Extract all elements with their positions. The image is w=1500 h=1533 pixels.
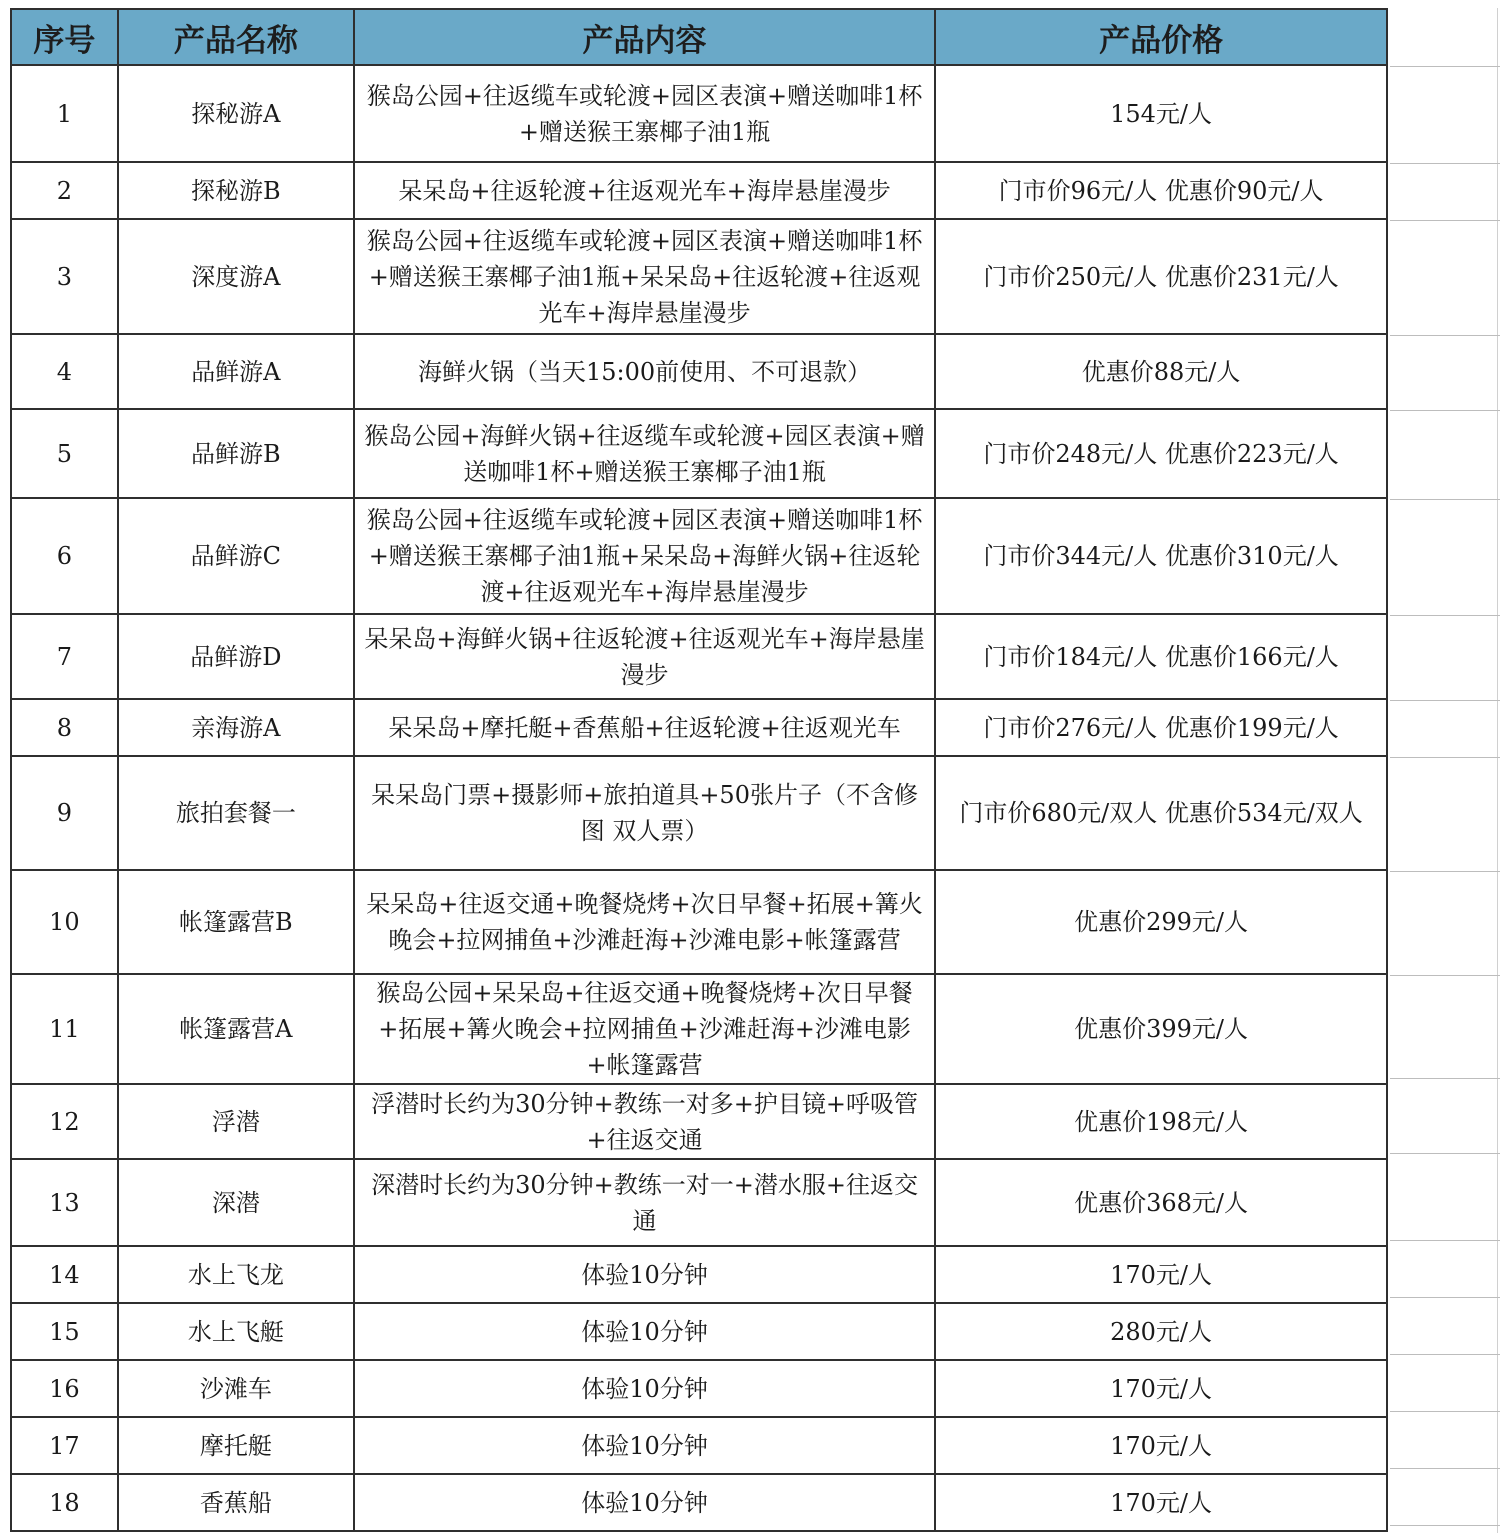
cell-name[interactable]: 探秘游B	[118, 162, 354, 219]
grid-line	[1390, 163, 1500, 164]
cell-name[interactable]: 帐篷露营B	[118, 870, 354, 974]
cell-price[interactable]: 170元/人	[935, 1417, 1387, 1474]
cell-price[interactable]: 门市价276元/人 优惠价199元/人	[935, 699, 1387, 756]
cell-content[interactable]: 呆呆岛+往返轮渡+往返观光车+海岸悬崖漫步	[354, 162, 935, 219]
cell-price[interactable]: 优惠价88元/人	[935, 334, 1387, 409]
cell-no[interactable]: 13	[11, 1159, 118, 1246]
cell-content[interactable]: 体验10分钟	[354, 1360, 935, 1417]
table-row	[11, 219, 1387, 334]
table-row	[11, 1159, 1387, 1246]
table-row	[11, 162, 1387, 219]
cell-price[interactable]: 门市价344元/人 优惠价310元/人	[935, 498, 1387, 614]
cell-price[interactable]: 优惠价399元/人	[935, 974, 1387, 1084]
cell-name[interactable]: 探秘游A	[118, 65, 354, 162]
grid-line	[1390, 335, 1500, 336]
cell-no[interactable]: 18	[11, 1474, 118, 1531]
cell-name[interactable]: 品鲜游A	[118, 334, 354, 409]
table-row	[11, 614, 1387, 699]
cell-content[interactable]: 猴岛公园+往返缆车或轮渡+园区表演+赠送咖啡1杯+赠送猴王寨椰子油1瓶+呆呆岛+往返轮渡+往返观光车+海岸悬崖漫步	[354, 219, 935, 334]
table-row	[11, 699, 1387, 756]
grid-line	[1390, 1411, 1500, 1412]
grid-line	[1390, 1240, 1500, 1241]
table-row	[11, 65, 1387, 162]
product-table	[10, 8, 1388, 1532]
table-row	[11, 498, 1387, 614]
grid-line	[1390, 1468, 1500, 1469]
cell-price[interactable]: 优惠价198元/人	[935, 1084, 1387, 1159]
grid-line	[1390, 410, 1500, 411]
cell-content[interactable]: 体验10分钟	[354, 1417, 935, 1474]
cell-price[interactable]: 门市价96元/人 优惠价90元/人	[935, 162, 1387, 219]
grid-line	[1390, 975, 1500, 976]
cell-no[interactable]: 16	[11, 1360, 118, 1417]
cell-price[interactable]: 170元/人	[935, 1246, 1387, 1303]
table-row	[11, 974, 1387, 1084]
cell-no[interactable]: 11	[11, 974, 118, 1084]
table-row	[11, 1246, 1387, 1303]
header-content[interactable]: 产品内容	[354, 9, 935, 65]
cell-content[interactable]: 体验10分钟	[354, 1246, 935, 1303]
grid-line	[1390, 1078, 1500, 1079]
table-row	[11, 1084, 1387, 1159]
grid-line	[1390, 220, 1500, 221]
grid-line	[1390, 499, 1500, 500]
grid-line	[1390, 66, 1500, 67]
cell-name[interactable]: 品鲜游B	[118, 409, 354, 498]
grid-line	[1390, 1153, 1500, 1154]
grid-line	[1390, 757, 1500, 758]
table-row	[11, 870, 1387, 974]
cell-price[interactable]: 170元/人	[935, 1360, 1387, 1417]
cell-name[interactable]: 水上飞艇	[118, 1303, 354, 1360]
cell-content[interactable]: 猴岛公园+海鲜火锅+往返缆车或轮渡+园区表演+赠送咖啡1杯+赠送猴王寨椰子油1瓶	[354, 409, 935, 498]
cell-price[interactable]: 门市价248元/人 优惠价223元/人	[935, 409, 1387, 498]
grid-line	[1390, 871, 1500, 872]
table-row	[11, 1474, 1387, 1531]
cell-no[interactable]: 12	[11, 1084, 118, 1159]
cell-content[interactable]: 深潜时长约为30分钟+教练一对一+潜水服+往返交通	[354, 1159, 935, 1246]
cell-name[interactable]: 深潜	[118, 1159, 354, 1246]
cell-name[interactable]: 摩托艇	[118, 1417, 354, 1474]
cell-content[interactable]: 呆呆岛门票+摄影师+旅拍道具+50张片子（不含修图 双人票）	[354, 756, 935, 870]
header-name[interactable]: 产品名称	[118, 9, 354, 65]
cell-no[interactable]: 14	[11, 1246, 118, 1303]
cell-content[interactable]: 浮潜时长约为30分钟+教练一对多+护目镜+呼吸管+往返交通	[354, 1084, 935, 1159]
cell-no[interactable]: 2	[11, 162, 118, 219]
table-row	[11, 756, 1387, 870]
cell-name[interactable]: 沙滩车	[118, 1360, 354, 1417]
cell-name[interactable]: 帐篷露营A	[118, 974, 354, 1084]
cell-content[interactable]: 呆呆岛+海鲜火锅+往返轮渡+往返观光车+海岸悬崖漫步	[354, 614, 935, 699]
table-row	[11, 409, 1387, 498]
header-no[interactable]: 序号	[11, 9, 118, 65]
cell-content[interactable]: 猴岛公园+呆呆岛+往返交通+晚餐烧烤+次日早餐+拓展+篝火晚会+拉网捕鱼+沙滩赶海+沙滩电影+帐篷露营	[354, 974, 935, 1084]
cell-content[interactable]: 呆呆岛+摩托艇+香蕉船+往返轮渡+往返观光车	[354, 699, 935, 756]
grid-line	[1390, 700, 1500, 701]
cell-name[interactable]: 品鲜游D	[118, 614, 354, 699]
cell-content[interactable]: 呆呆岛+往返交通+晚餐烧烤+次日早餐+拓展+篝火晚会+拉网捕鱼+沙滩赶海+沙滩电影+帐篷露营	[354, 870, 935, 974]
grid-line	[1390, 1354, 1500, 1355]
cell-name[interactable]: 水上飞龙	[118, 1246, 354, 1303]
cell-content[interactable]: 体验10分钟	[354, 1303, 935, 1360]
cell-price[interactable]: 优惠价368元/人	[935, 1159, 1387, 1246]
cell-name[interactable]: 亲海游A	[118, 699, 354, 756]
grid-line	[1390, 1525, 1500, 1526]
cell-content[interactable]: 体验10分钟	[354, 1474, 935, 1531]
cell-price[interactable]: 优惠价299元/人	[935, 870, 1387, 974]
cell-name[interactable]: 品鲜游C	[118, 498, 354, 614]
grid-line	[1390, 615, 1500, 616]
cell-price[interactable]: 门市价680元/双人 优惠价534元/双人	[935, 756, 1387, 870]
table-row	[11, 1303, 1387, 1360]
cell-no[interactable]: 4	[11, 334, 118, 409]
cell-no[interactable]: 8	[11, 699, 118, 756]
cell-price[interactable]: 170元/人	[935, 1474, 1387, 1531]
header-price[interactable]: 产品价格	[935, 9, 1387, 65]
cell-content[interactable]: 猴岛公园+往返缆车或轮渡+园区表演+赠送咖啡1杯+赠送猴王寨椰子油1瓶	[354, 65, 935, 162]
header-row	[11, 9, 1387, 65]
table-row	[11, 1417, 1387, 1474]
cell-price[interactable]: 门市价184元/人 优惠价166元/人	[935, 614, 1387, 699]
cell-price[interactable]: 154元/人	[935, 65, 1387, 162]
cell-name[interactable]: 旅拍套餐一	[118, 756, 354, 870]
cell-no[interactable]: 3	[11, 219, 118, 334]
cell-no[interactable]: 15	[11, 1303, 118, 1360]
table-row	[11, 1360, 1387, 1417]
cell-no[interactable]: 7	[11, 614, 118, 699]
cell-content[interactable]: 猴岛公园+往返缆车或轮渡+园区表演+赠送咖啡1杯+赠送猴王寨椰子油1瓶+呆呆岛+海鲜火锅+往返轮渡+往返观光车+海岸悬崖漫步	[354, 498, 935, 614]
cell-name[interactable]: 浮潜	[118, 1084, 354, 1159]
cell-no[interactable]: 5	[11, 409, 118, 498]
cell-no[interactable]: 6	[11, 498, 118, 614]
cell-no[interactable]: 1	[11, 65, 118, 162]
grid-line	[1497, 8, 1498, 1533]
cell-no[interactable]: 10	[11, 870, 118, 974]
table-row	[11, 334, 1387, 409]
cell-content[interactable]: 海鲜火锅（当天15:00前使用、不可退款）	[354, 334, 935, 409]
cell-name[interactable]: 香蕉船	[118, 1474, 354, 1531]
cell-name[interactable]: 深度游A	[118, 219, 354, 334]
cell-no[interactable]: 9	[11, 756, 118, 870]
grid-line	[1390, 1297, 1500, 1298]
cell-price[interactable]: 280元/人	[935, 1303, 1387, 1360]
cell-no[interactable]: 17	[11, 1417, 118, 1474]
cell-price[interactable]: 门市价250元/人 优惠价231元/人	[935, 219, 1387, 334]
